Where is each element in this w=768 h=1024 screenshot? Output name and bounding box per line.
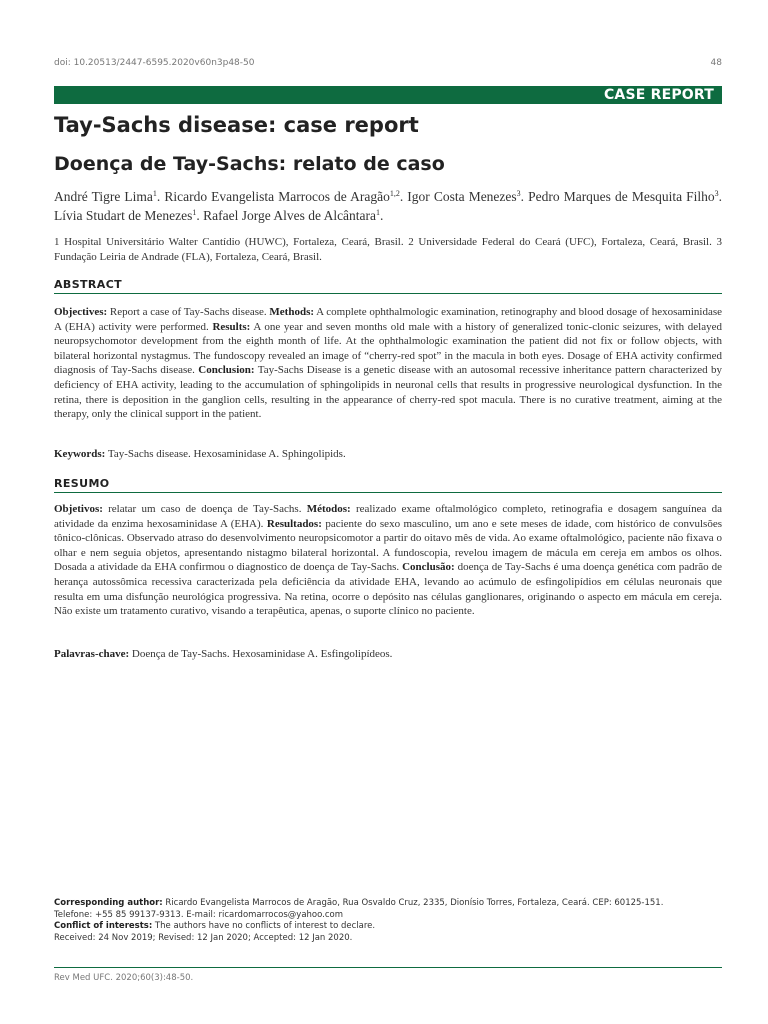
resumo-heading-bar: [54, 474, 722, 493]
journal-citation: Rev Med UFC. 2020;60(3):48-50.: [54, 973, 194, 983]
author-affiliation-mark: 3: [516, 189, 521, 198]
results-label: Results:: [212, 320, 251, 333]
author-separator: .: [380, 208, 384, 223]
page-number: 48: [710, 58, 722, 68]
corresponding-author: [54, 898, 722, 910]
conflict-text: The authors have no conflicts of interest to declare.: [152, 921, 376, 931]
keywords-text: Tay-Sachs disease. Hexosaminidase A. Sphingolipids.: [105, 448, 346, 460]
abstract-keywords: [54, 447, 722, 462]
footer-divider: [54, 967, 722, 968]
author-separator: .: [399, 189, 408, 204]
conclusao-text: doença de Tay-Sachs é uma doença genética com padrão de herança autossômica recessiva caracterizada pela deficiência da atividade EHA, levando ao acúmulo de esfingolipídios em células neuronais que resulta em uma disfunção neurológica progressiva. Na retina, ocorre o depósito nas células ganglionares, originando o aspecto em mácula em cereja. Não existe um tratamento curativo, visando a terapêutica, apenas, o suporte clínico no paciente.: [54, 561, 722, 618]
resumo-keywords: [54, 647, 722, 662]
author-affiliation-mark: 1,2: [389, 189, 400, 198]
resumo-body: [54, 502, 722, 619]
author-name: Ricardo Evangelista Marrocos de Aragão: [164, 189, 390, 204]
article-type-banner: [54, 86, 722, 104]
author-name: Lívia Studart de Menezes: [54, 208, 193, 223]
submission-dates: Received: 24 Nov 2019; Revised: 12 Jan 2020; Accepted: 12 Jan 2020.: [54, 932, 353, 943]
metodos-text: realizado exame oftalmológico completo, retinografia e dosagem sanguínea da atividade da enzima hexosaminidase A (EHA).: [54, 503, 722, 530]
author-affiliation-mark: 3: [714, 189, 719, 198]
article-footnotes: [54, 898, 722, 944]
conclusion-label: Conclusion:: [198, 364, 255, 377]
methods-text: A complete ophthalmologic examination, retinography and blood dosage of hexosaminidase A (EHA) activity were performed.: [54, 306, 722, 333]
author-separator: .: [156, 189, 165, 204]
affiliations: 1 Hospital Universitário Walter Cantídio (HUWC), Fortaleza, Ceará, Brasil. 2 Universidade Federal do Ceará (UFC), Fortaleza, Ceará, Brasil. 3 Fundação Leiria de Andrade (FLA), Fortaleza, Ceará, Brasil.: [54, 236, 722, 263]
conflict-label: Conflict of interests:: [54, 921, 153, 931]
abstract-body: [54, 305, 722, 422]
resumo-heading: RESUMO: [54, 477, 110, 490]
article-type-label: CASE REPORT: [603, 87, 714, 103]
doi-text: doi: 10.20513/2447-6595.2020v60n3p48-50: [54, 58, 255, 68]
abstract-heading: ABSTRACT: [54, 278, 123, 291]
author-name: Igor Costa Menezes: [407, 189, 517, 204]
objectives-text: Report a case of Tay-Sachs disease.: [107, 306, 270, 318]
corresponding-label: Corresponding author:: [54, 898, 163, 908]
author-name: Rafael Jorge Alves de Alcântara: [203, 208, 377, 223]
author-name: André Tigre Lima: [54, 189, 153, 204]
author-separator: .: [718, 189, 723, 204]
author-affiliation-mark: 1: [192, 208, 197, 217]
article-subtitle: Doença de Tay-Sachs: relato de caso: [54, 153, 445, 175]
conclusion-text: Tay-Sachs Disease is a genetic disease with an autosomal recessive inheritance pattern characterized by deficiency of EHA activity, leading to the accumulation of sphingolipids in neuronal cells that results in progressive neurological dysfunction. In the retina, there is deposition in the ganglion cells, resulting in the appearance of cherry-red spot macula. There is no curative treatment, aiming at the therapy, only the clinical support in the patient.: [54, 364, 723, 421]
objectives-label: Objectives:: [54, 306, 108, 318]
abstract-heading-bar: [54, 275, 722, 294]
objetivos-label: Objetivos:: [54, 503, 103, 515]
resultados-text: paciente do sexo masculino, um ano e sete meses de idade, com histórico de convulsões tônico-clônicas. Observado atraso do desenvolvimento neuropsicomotor a partir do oitavo mês de vida. Ao exame oftalmológico, paciente não fixava o olhar e nem seguia objetos, apresentando nistagmo bilateral horizontal. A fundoscopia, revelou imagem de mácula em cereja em ambos os olhos. Dosada a atividade da EHA confirmou o diagnostico de doença de Tay-Sachs.: [54, 517, 722, 574]
results-text: A one year and seven months old male with a history of generalized tonic-clonic seizures, with delayed neuropsychomotor development from the eighth month of life. At the ophthalmologic examination the patient did not fix or follow objects, with bilateral horizontal nystagmus. The fundoscopy revealed an image of “cherry-red spot” in the macula in both eyes. Dosage of EHA activity confirmed diagnosis of Tay-Sachs disease.: [54, 320, 722, 377]
palavras-chave-label: Palavras-chave:: [54, 648, 130, 660]
conflict-of-interests: [54, 921, 722, 933]
author-separator: .: [196, 208, 204, 223]
conclusao-label: Conclusão:: [402, 561, 455, 574]
article-title: Tay-Sachs disease: case report: [54, 113, 419, 137]
methods-label: Methods:: [269, 306, 315, 318]
palavras-chave-text: Doença de Tay-Sachs. Hexosaminidase A. Esfingolipídeos.: [129, 648, 393, 660]
author-name: Pedro Marques de Mesquita Filho: [528, 189, 715, 204]
keywords-label: Keywords:: [54, 448, 106, 460]
author-list: [54, 187, 722, 225]
contact-info: Telefone: +55 85 99137-9313. E-mail: ricardomarrocos@yahoo.com: [54, 909, 344, 920]
author-separator: .: [520, 189, 529, 204]
objetivos-text: relatar um caso de doença de Tay-Sachs.: [102, 503, 307, 515]
corresponding-text: Ricardo Evangelista Marrocos de Aragão, Rua Osvaldo Cruz, 2335, Dionísio Torres, Fortaleza, Ceará. CEP: 60125-151.: [162, 898, 664, 908]
metodos-label: Métodos:: [306, 503, 351, 515]
author-affiliation-mark: 1: [376, 208, 381, 217]
resultados-label: Resultados:: [266, 517, 322, 530]
author-affiliation-mark: 1: [152, 189, 157, 198]
